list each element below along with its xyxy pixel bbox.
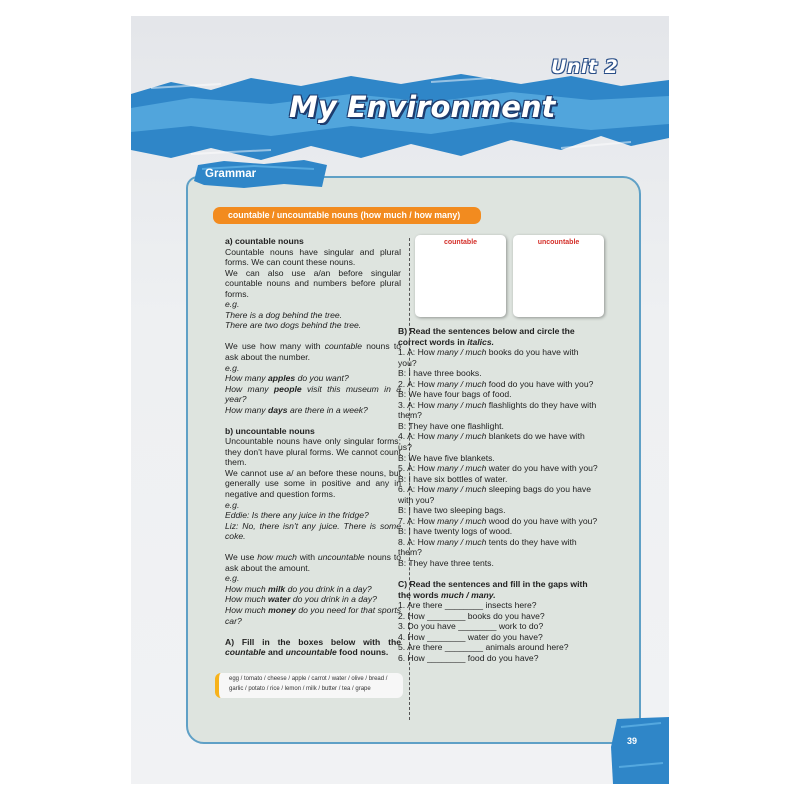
- right-column: [398, 326, 599, 663]
- eg-label: e.g.: [225, 499, 240, 510]
- task-b-list: [398, 347, 599, 568]
- task-b-question: 3. A: How many / much flashlights do they have with them?: [398, 399, 597, 421]
- how-much-rule: We use how much with uncountable nouns to ask about the amount.: [225, 552, 401, 573]
- countable-example-1: There is a dog behind the tree.: [225, 309, 343, 320]
- task-c-gap-sentence[interactable]: 1. Are there ________ insects here?: [398, 600, 537, 611]
- how-many-rule: We use how many with countable nouns to ask about the number.: [225, 341, 402, 362]
- task-c-list: [398, 600, 599, 663]
- task-b-question: 4. A: How many / much blankets do we have with us?: [398, 431, 585, 453]
- uncountable-box-label: uncountable: [537, 239, 580, 246]
- section-tab-grammar: Grammar: [205, 168, 257, 180]
- how-much-example-2: How much water do you drink in a day?: [225, 594, 377, 605]
- eg-label: e.g.: [225, 299, 240, 310]
- task-c-gap-sentence[interactable]: 5. Are there ________ animals around here?: [398, 642, 569, 653]
- how-much-example-1: How much milk do you drink in a day?: [225, 583, 372, 594]
- topic-pill: countable / uncountable nouns (how much / how many): [213, 207, 481, 224]
- heading-countable: a) countable nouns: [225, 236, 304, 246]
- task-b-question: 7. A: How many / much wood do you have with you?: [398, 515, 598, 526]
- task-b-question: 8. A: How many / much tents do they have with them?: [398, 536, 577, 558]
- task-b-question: 1. A: How many / much books do you have with you?: [398, 347, 579, 368]
- task-c-gap-sentence[interactable]: 4. How ________ water do you have?: [398, 631, 543, 642]
- task-b-answer: B: We have four bags of food.: [398, 389, 512, 400]
- task-b-answer: B: I have three books.: [398, 368, 482, 379]
- task-c-gap-sentence[interactable]: 2. How ________ books do you have?: [398, 610, 545, 621]
- task-b-answer: B: I have six bottles of water.: [398, 473, 508, 484]
- task-b-instruction: B) Read the sentences below and circle the correct words in italics.: [398, 326, 575, 347]
- page-title: My Environment: [289, 90, 556, 124]
- countable-box[interactable]: [415, 235, 506, 317]
- heading-uncountable: b) uncountable nouns: [225, 425, 315, 436]
- uncountable-example-2: Liz: No, there isn't any juice. There is some coke.: [225, 520, 401, 542]
- many-much-choice[interactable]: many / much: [437, 515, 487, 526]
- how-much-example-3: How much money do you need for that sports car?: [225, 605, 401, 626]
- eg-label: e.g.: [225, 573, 240, 584]
- how-many-example-2: How many people visit this museum in a year?: [225, 383, 401, 405]
- uncountable-rule-2: We cannot use a/ an before these nouns, but generally use some in positive and any in negative and question forms.: [225, 467, 401, 500]
- countable-example-2: There are two dogs behind the tree.: [225, 320, 362, 331]
- uncountable-rule-1: Uncountable nouns have only singular forms; they don't have plural forms. We cannot count them.: [225, 436, 401, 468]
- textbook-page: [131, 16, 669, 784]
- how-many-example-1: How many apples do you want?: [225, 373, 349, 384]
- left-column: [225, 236, 401, 658]
- many-much-choice[interactable]: many / much: [437, 378, 487, 389]
- task-b-answer: B: They have three tents.: [398, 558, 494, 569]
- task-c-gap-sentence[interactable]: 3. Do you have ________ work to do?: [398, 621, 544, 632]
- eg-label: e.g.: [225, 362, 240, 373]
- task-c-gap-sentence[interactable]: 6. How ________ food do you have?: [398, 652, 539, 663]
- task-b-question: 5. A: How many / much water do you have with you?: [398, 463, 598, 474]
- uncountable-example-1: Eddie: Is there any juice in the fridge?: [225, 510, 369, 521]
- many-much-choice[interactable]: many / much: [437, 399, 487, 410]
- task-a-instruction: A) Fill in the boxes below with the countable and uncountable food nouns.: [225, 636, 401, 658]
- many-much-choice[interactable]: many / much: [437, 484, 487, 495]
- unit-label: Unit 2: [551, 56, 619, 78]
- countable-box-label: countable: [443, 239, 478, 246]
- uncountable-box[interactable]: [513, 235, 604, 317]
- countable-rule-2: We can also use a/an before singular countable nouns and numbers before plural forms.: [225, 267, 401, 299]
- task-c-instruction: C) Read the sentences and fill in the gaps with the words much / many.: [398, 579, 588, 600]
- page-number-tab: [611, 717, 669, 784]
- many-much-choice[interactable]: many / much: [437, 536, 487, 547]
- task-b-question: 6. A: How many / much sleeping bags do you have with you?: [398, 484, 592, 505]
- task-b-answer: B: We have five blankets.: [398, 452, 495, 463]
- many-much-choice[interactable]: many / much: [437, 463, 487, 474]
- how-many-example-3: How many days are there in a week?: [225, 404, 368, 415]
- task-b-answer: B: They have one flashlight.: [398, 420, 504, 431]
- many-much-choice[interactable]: many / much: [437, 431, 487, 442]
- task-b-question: 2. A: How many / much food do you have with you?: [398, 378, 594, 389]
- many-much-choice[interactable]: many / much: [437, 347, 487, 358]
- word-bank: egg / tomato / cheese / apple / carrot / water / olive / bread / garlic / potato / rice / lemon / milk / butter / tea / grape: [215, 673, 403, 698]
- countable-rule-1: Countable nouns have singular and plural forms. We can count these nouns.: [225, 246, 401, 268]
- page-number: 39: [627, 736, 638, 746]
- task-b-answer: B: I have twenty logs of wood.: [398, 526, 513, 537]
- task-b-answer: B: I have two sleeping bags.: [398, 505, 506, 516]
